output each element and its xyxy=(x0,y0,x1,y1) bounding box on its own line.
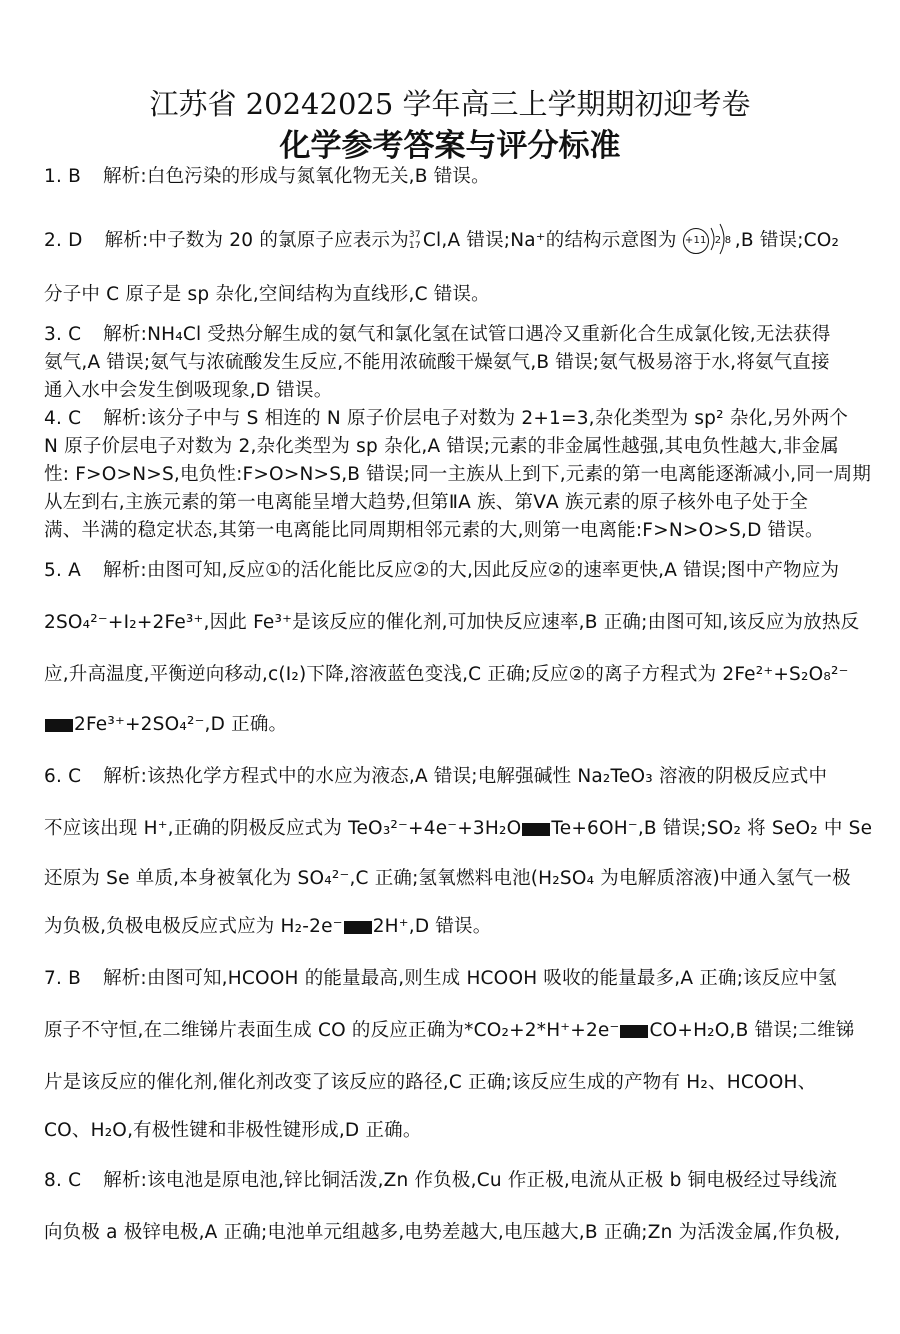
answer-text: ,B 错误;CO₂ xyxy=(734,230,840,251)
answer-text: 2H⁺,D 错误。 xyxy=(372,916,492,937)
nucleus: +11 xyxy=(683,228,709,254)
answer-text: N 原子价层电子对数为 2,杂化类型为 sp 杂化,A 错误;元素的非金属性越强,其电负性越大,非金属 xyxy=(44,436,840,457)
answer-text: 解析:NH₄Cl 受热分解生成的氨气和氯化氢在试管口遇冷又重新化合生成氯化铵,无法获得 xyxy=(103,324,831,345)
answer-text: 通入水中会发生倒吸现象,D 错误。 xyxy=(44,380,333,401)
answer-text: CO、H₂O,有极性键和非极性键形成,D 正确。 xyxy=(44,1120,422,1141)
isotope-number: 17 xyxy=(408,241,421,251)
answer-6 xyxy=(44,762,864,788)
answer-4-cont xyxy=(44,432,864,458)
page-title: 江苏省 20242025 学年高三上学期期初迎考卷 xyxy=(149,87,751,121)
answer-6-cont xyxy=(44,864,864,890)
answer-4-cont xyxy=(44,516,864,542)
answer-text: 2SO₄²⁻+I₂+2Fe³⁺,因此 Fe³⁺是该反应的催化剂,可加快反应速率,B 正确;由图可知,该反应为放热反 xyxy=(44,612,860,633)
answer-text: 片是该反应的催化剂,催化剂改变了该反应的路径,C 正确;该反应生成的产物有 H₂、HCOOH、 xyxy=(44,1072,817,1093)
answer-text: 解析:白色污染的形成与氮氧化物无关,B 错误。 xyxy=(103,166,490,187)
equals-mark xyxy=(620,1025,648,1038)
answer-5-cont xyxy=(44,710,864,736)
sodium-ion-structure-diagram xyxy=(683,226,735,256)
answer-text: 解析:由图可知,HCOOH 的能量最高,则生成 HCOOH 吸收的能量最多,A 正确;该反应中氢 xyxy=(103,968,837,989)
answer-number: 1. B xyxy=(44,166,82,187)
shell-electrons-1: 2 xyxy=(714,235,722,246)
equals-mark xyxy=(344,921,372,934)
answer-6-cont xyxy=(44,912,864,938)
isotope-mass: 37 xyxy=(408,230,421,240)
answer-text: 氨气,A 错误;氨气与浓硫酸发生反应,不能用浓硫酸干燥氨气,B 错误;氨气极易溶于水,将氨气直接 xyxy=(44,352,830,373)
answer-number: 2. D xyxy=(44,230,83,251)
answer-number: 4. C xyxy=(44,408,82,429)
answer-3-cont xyxy=(44,348,864,374)
answer-text: 解析:中子数为 20 的氯原子应表示为 xyxy=(104,230,409,251)
answer-2-cont xyxy=(44,280,864,306)
answer-number: 8. C xyxy=(44,1170,82,1191)
answer-8-cont xyxy=(44,1218,864,1244)
answer-text: 不应该出现 H⁺,正确的阴极反应式为 TeO₃²⁻+4e⁻+3H₂O xyxy=(44,818,522,839)
answer-3 xyxy=(44,320,864,346)
answer-text: 应,升高温度,平衡逆向移动,c(I₂)下降,溶液蓝色变浅,C 正确;反应②的离子方程式为 2Fe²⁺+S₂O₈²⁻ xyxy=(44,664,849,685)
answer-number: 6. C xyxy=(44,766,82,787)
answer-text: Te+6OH⁻,B 错误;SO₂ 将 SeO₂ 中 Se xyxy=(551,818,873,839)
answer-4-cont xyxy=(44,488,864,514)
answer-text: 为负极,负极电极反应式应为 H₂-2e⁻ xyxy=(44,916,343,937)
equals-mark xyxy=(522,823,550,836)
answer-text: 分子中 C 原子是 sp 杂化,空间结构为直线形,C 错误。 xyxy=(44,284,490,305)
answer-text: 2Fe³⁺+2SO₄²⁻,D 正确。 xyxy=(74,714,288,735)
answer-6-cont xyxy=(44,814,873,840)
answer-text: 解析:由图可知,反应①的活化能比反应②的大,因此反应②的速率更快,A 错误;图中产物应为 xyxy=(103,560,840,581)
answer-1 xyxy=(44,162,864,188)
answer-text: Cl,A 错误;Na⁺的结构示意图为 xyxy=(422,230,677,251)
answer-3-cont xyxy=(44,376,864,402)
equals-mark xyxy=(45,719,73,732)
answer-7 xyxy=(44,964,864,990)
shell-electrons-2: 8 xyxy=(724,235,732,246)
answer-number: 5. A xyxy=(44,560,81,581)
answer-text: 向负极 a 极锌电极,A 正确;电池单元组越多,电势差越大,电压越大,B 正确;Zn 为活泼金属,作负极, xyxy=(44,1222,841,1243)
answer-text: 性: F>O>N>S,电负性:F>O>N>S,B 错误;同一主族从上到下,元素的第一电离能逐渐减小,同一周期 xyxy=(44,464,872,485)
answer-8 xyxy=(44,1166,864,1192)
answer-text: CO+H₂O,B 错误;二维锑 xyxy=(649,1020,855,1041)
answer-number: 7. B xyxy=(44,968,82,989)
answer-2 xyxy=(44,226,864,256)
answer-text: 原子不守恒,在二维锑片表面生成 CO 的反应正确为*CO₂+2*H⁺+2e⁻ xyxy=(44,1020,620,1041)
answer-text: 满、半满的稳定状态,其第一电离能比同周期相邻元素的大,则第一电离能:F>N>O>S,D 错误。 xyxy=(44,520,824,541)
answer-7-cont xyxy=(44,1068,864,1094)
answer-text: 解析:该分子中与 S 相连的 N 原子价层电子对数为 2+1=3,杂化类型为 sp² 杂化,另外两个 xyxy=(103,408,849,429)
answer-text: 从左到右,主族元素的第一电离能呈增大趋势,但第ⅡA 族、第ⅤA 族元素的原子核外电子处于全 xyxy=(44,492,809,513)
isotope-notation xyxy=(409,231,423,251)
answer-5-cont xyxy=(44,608,864,634)
answer-text: 还原为 Se 单质,本身被氧化为 SO₄²⁻,C 正确;氢氧燃料电池(H₂SO₄ 为电解质溶液)中通入氢气一极 xyxy=(44,868,851,889)
page-subtitle: 化学参考答案与评分标准 xyxy=(279,128,621,164)
answer-text: 解析:该电池是原电池,锌比铜活泼,Zn 作负极,Cu 作正极,电流从正极 b 铜电极经过导线流 xyxy=(103,1170,838,1191)
answer-text: 解析:该热化学方程式中的水应为液态,A 错误;电解强碱性 Na₂TeO₃ 溶液的阴极反应式中 xyxy=(103,766,828,787)
answer-5 xyxy=(44,556,864,582)
answer-4-cont xyxy=(44,460,872,486)
answer-7-cont xyxy=(44,1016,864,1042)
answer-5-cont xyxy=(44,660,864,686)
answer-number: 3. C xyxy=(44,324,82,345)
answer-7-cont xyxy=(44,1116,864,1142)
answer-4 xyxy=(44,404,864,430)
